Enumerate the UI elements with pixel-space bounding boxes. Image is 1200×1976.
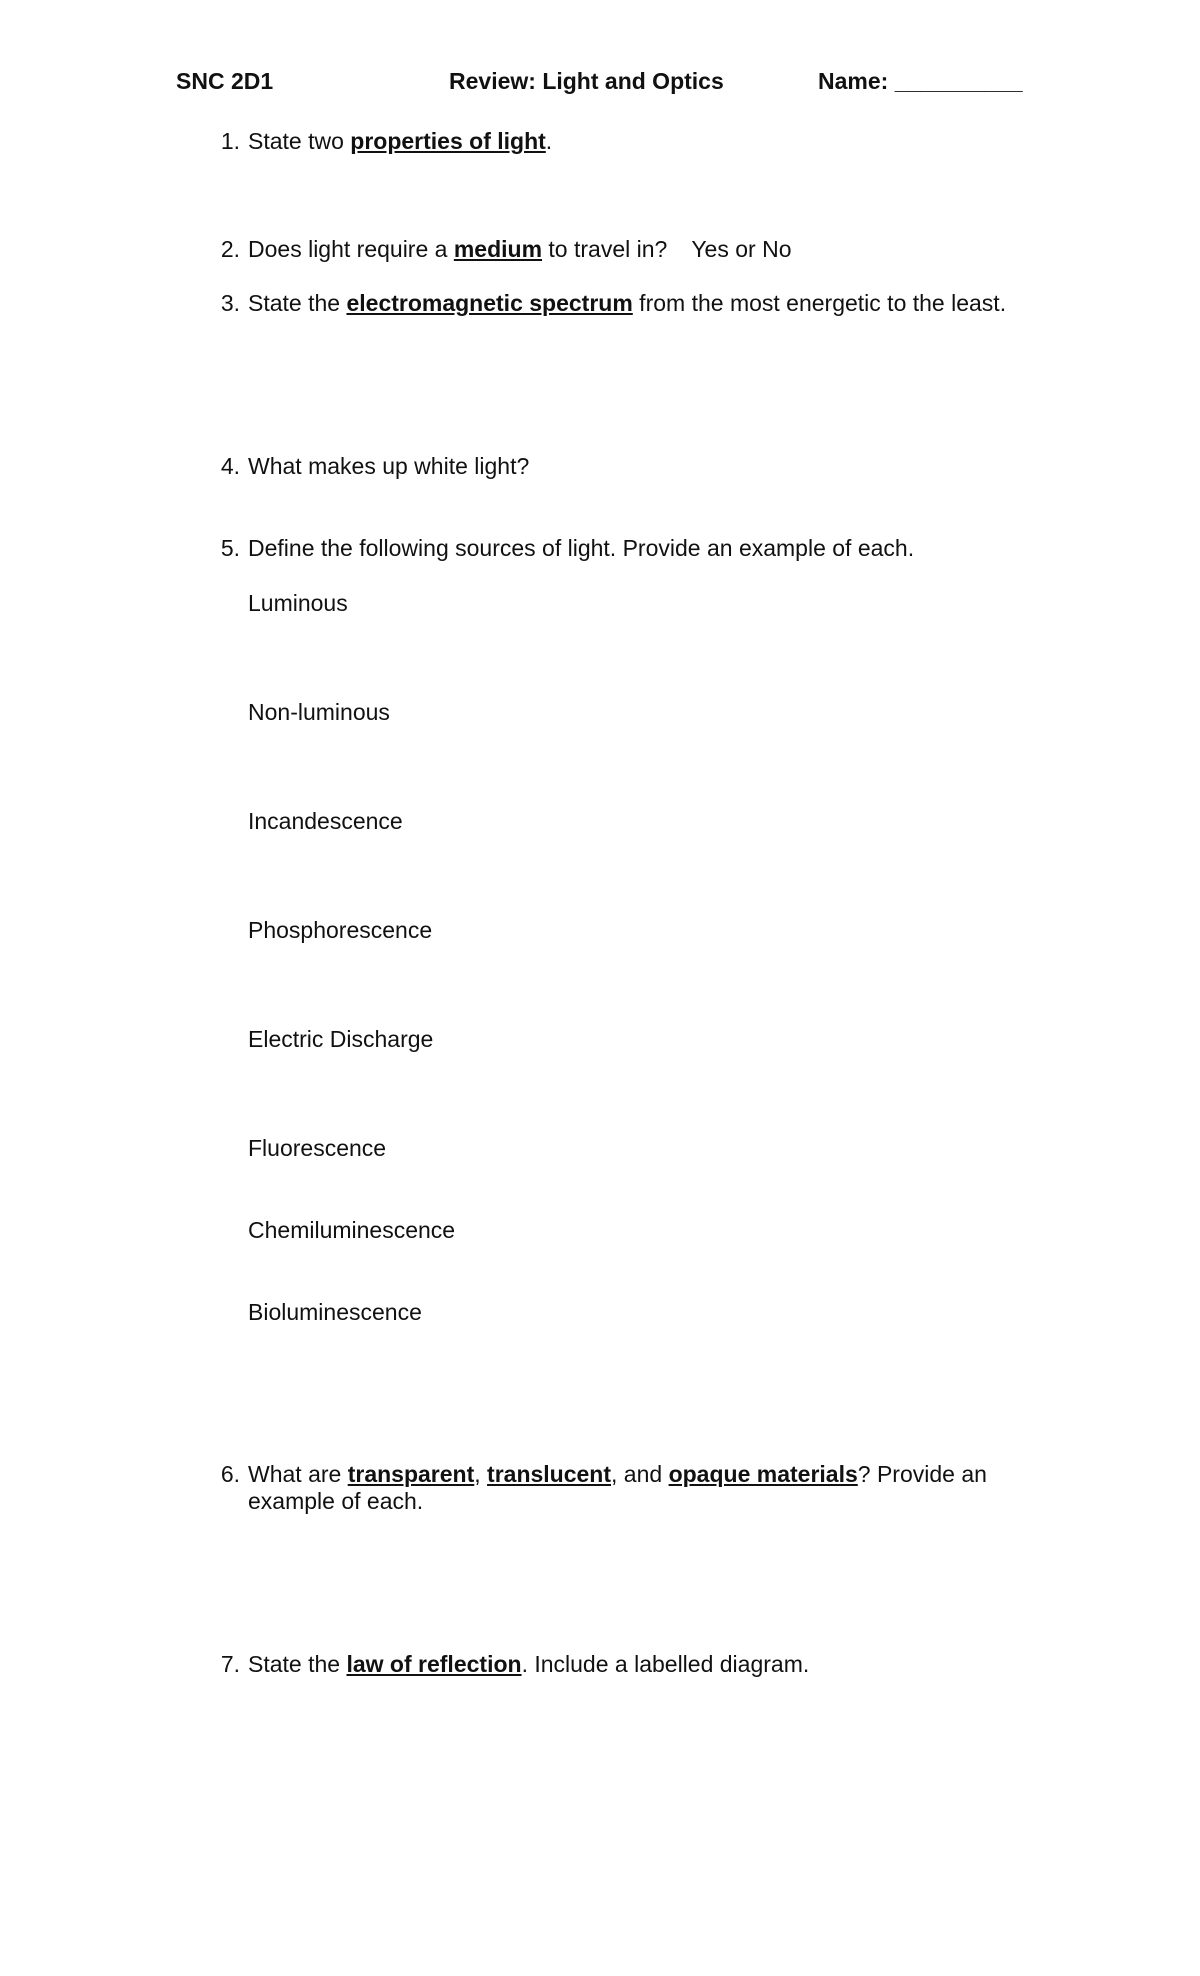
source-incandescence: Incandescence: [248, 808, 403, 834]
question-number: 6.: [220, 1461, 240, 1487]
source-fluorescence: Fluorescence: [248, 1135, 387, 1161]
source-electric-discharge: Electric Discharge: [248, 1026, 434, 1052]
keyword: translucent: [487, 1461, 612, 1487]
keyword: law of reflection: [346, 1651, 522, 1677]
keyword: properties of light: [350, 128, 546, 154]
question-number: 4.: [220, 453, 240, 479]
source-phosphorescence: Phosphorescence: [248, 917, 433, 943]
question-number: 1.: [220, 128, 240, 154]
question-text: State the electromagnetic spectrum from the most energetic to the least.: [248, 290, 1007, 316]
source-luminous: Luminous: [248, 590, 348, 616]
keyword: opaque materials: [668, 1461, 858, 1487]
source-chemiluminescence: Chemiluminescence: [248, 1217, 456, 1243]
question-number: 2.: [220, 236, 240, 262]
keyword: medium: [453, 236, 543, 262]
keyword: electromagnetic spectrum: [346, 290, 633, 316]
name-field-label: Name: __________: [818, 68, 1023, 94]
source-non-luminous: Non-luminous: [248, 699, 390, 725]
source-bioluminescence: Bioluminescence: [248, 1299, 422, 1325]
question-text: What makes up white light?: [248, 453, 530, 479]
question-number: 3.: [220, 290, 240, 316]
question-text: Does light require a medium to travel in? Yes or No: [248, 236, 792, 262]
keyword: transparent: [347, 1461, 475, 1487]
question-text: State the law of reflection. Include a labelled diagram.: [248, 1651, 810, 1677]
question-number: 5.: [220, 535, 240, 561]
answer-choice: Yes or No: [691, 236, 792, 262]
question-text: What are transparent, translucent, and opaque materials? Provide an example of each.: [248, 1461, 987, 1514]
question-text: Define the following sources of light. Provide an example of each.: [248, 535, 915, 561]
question-number: 7.: [220, 1651, 240, 1677]
question-text: State two properties of light.: [248, 128, 553, 154]
course-code: SNC 2D1: [176, 68, 274, 94]
page-title: Review: Light and Optics: [449, 68, 724, 94]
